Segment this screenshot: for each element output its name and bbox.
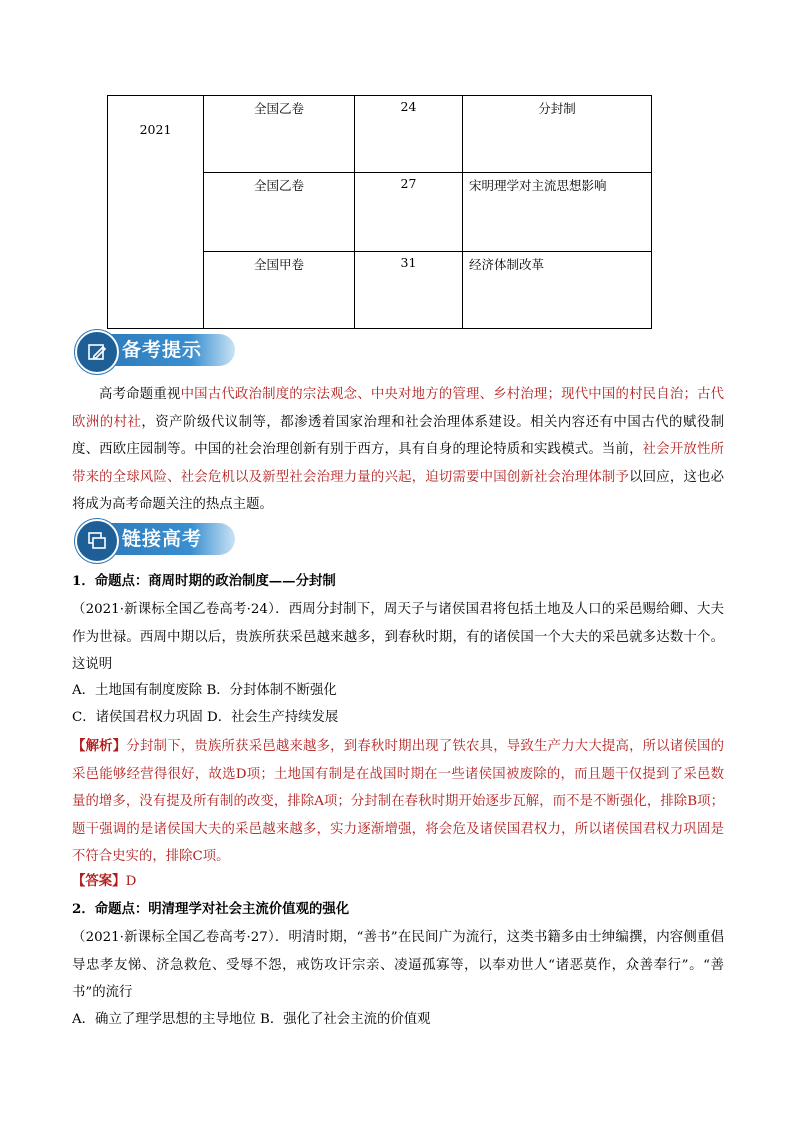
year-cell: 2021	[108, 96, 204, 329]
question-number-cell: 31	[355, 252, 463, 329]
question-1-options-cd: C．诸侯国君权力巩固 D．社会生产持续发展	[72, 710, 339, 725]
analysis-label: 【解析】	[72, 738, 127, 754]
question-2-heading: 2．命题点：明清理学对社会主流价值观的强化	[72, 901, 350, 917]
highlight-segment: 社会开放性所带来的全球风险、社会危机以及新型社会治理力量的兴起，迫切需要中国创新社会治理体制予	[72, 442, 724, 485]
paper-cell: 全国甲卷	[204, 252, 355, 329]
prep-tips-paragraph	[72, 381, 724, 519]
section-banner-exam-links	[75, 519, 235, 559]
question-number-cell: 24	[355, 96, 463, 173]
question-1-heading: 1．命题点：商周时期的政治制度——分封制	[72, 573, 336, 589]
linked-windows-icon	[75, 519, 119, 563]
highlight-segment: 中国古代政治制度的宗法观念、中央对地方的管理、乡村治理；现代中国的村民自治；古代欧洲的村社	[72, 387, 725, 430]
paper-cell: 全国乙卷	[204, 173, 355, 252]
answer-label: 【答案】	[72, 873, 126, 889]
topic-cell: 经济体制改革	[463, 252, 652, 329]
exam-topic-table	[107, 95, 652, 329]
pencil-icon	[75, 330, 119, 374]
text-segment: 高考命题重视	[99, 387, 181, 402]
question-1-analysis	[72, 733, 724, 871]
section-title: 备考提示	[122, 339, 203, 361]
answer-value: D	[125, 874, 137, 889]
question-1-answer	[72, 868, 732, 895]
analysis-text: 分封制下，贵族所获采邑越来越多，到春秋时期出现了铁农具，导致生产力大大提高，所以诸侯国的采邑能够经营得很好，故选D项；土地国有制是在战国时期在一些诸侯国被废除的，而且题干仅提到了采邑数量的增多，没有提及所有制的改变，排除A项；分封制在春秋时期开始逐步瓦解，而不是不断强化，排除B项；题干强调的是诸侯国大夫的采邑越来越多，实力逐渐增强，将会危及诸侯国君权力，所以诸侯国君权力巩固是不符合史实的，排除C项。	[72, 739, 725, 864]
section-title: 链接高考	[122, 528, 203, 550]
question-1-stem: （2021·新课标全国乙卷高考·24）．西周分封制下，周天子与诸侯国君将包括土地及人口的采邑赐给卿、大夫作为世禄。西周中期以后，贵族所获采邑越来越多，到春秋时期，有的诸侯国一个大夫的采邑就多达数十个。这说明	[72, 602, 724, 672]
topic-cell: 分封制	[463, 96, 652, 173]
topic-cell: 宋明理学对主流思想影响	[463, 173, 652, 252]
text-segment: ，资产阶级代议制等，都渗透着国家治理和社会治理体系建设。相关内容还有中国古代的赋役制度、西欧庄园制等。中国的社会治理创新有别于西方，具有自身的理论特质和实践模式。当前，	[72, 414, 725, 457]
paper-cell: 全国乙卷	[204, 96, 355, 173]
section-banner-prep-tips	[75, 330, 235, 370]
question-1-options-ab: A．土地国有制度废除 B．分封体制不断强化	[72, 683, 337, 698]
question-2-options-ab: A．确立了理学思想的主导地位 B．强化了社会主流的价值观	[72, 1012, 431, 1027]
text-segment: 以回应，这也必将成为高考命题关注的热点主题。	[72, 469, 725, 512]
question-2-stem: （2021·新课标全国乙卷高考·27）．明清时期，“善书”在民间广为流行，这类书籍多由士绅编撰，内容侧重倡导忠孝友悌、济急救危、受辱不怨，戒饬攻讦宗亲、凌逼孤寡等，以奉劝世人“诸恶莫作，众善奉行”。“善书”的流行	[72, 930, 724, 1000]
question-number-cell: 27	[355, 173, 463, 252]
